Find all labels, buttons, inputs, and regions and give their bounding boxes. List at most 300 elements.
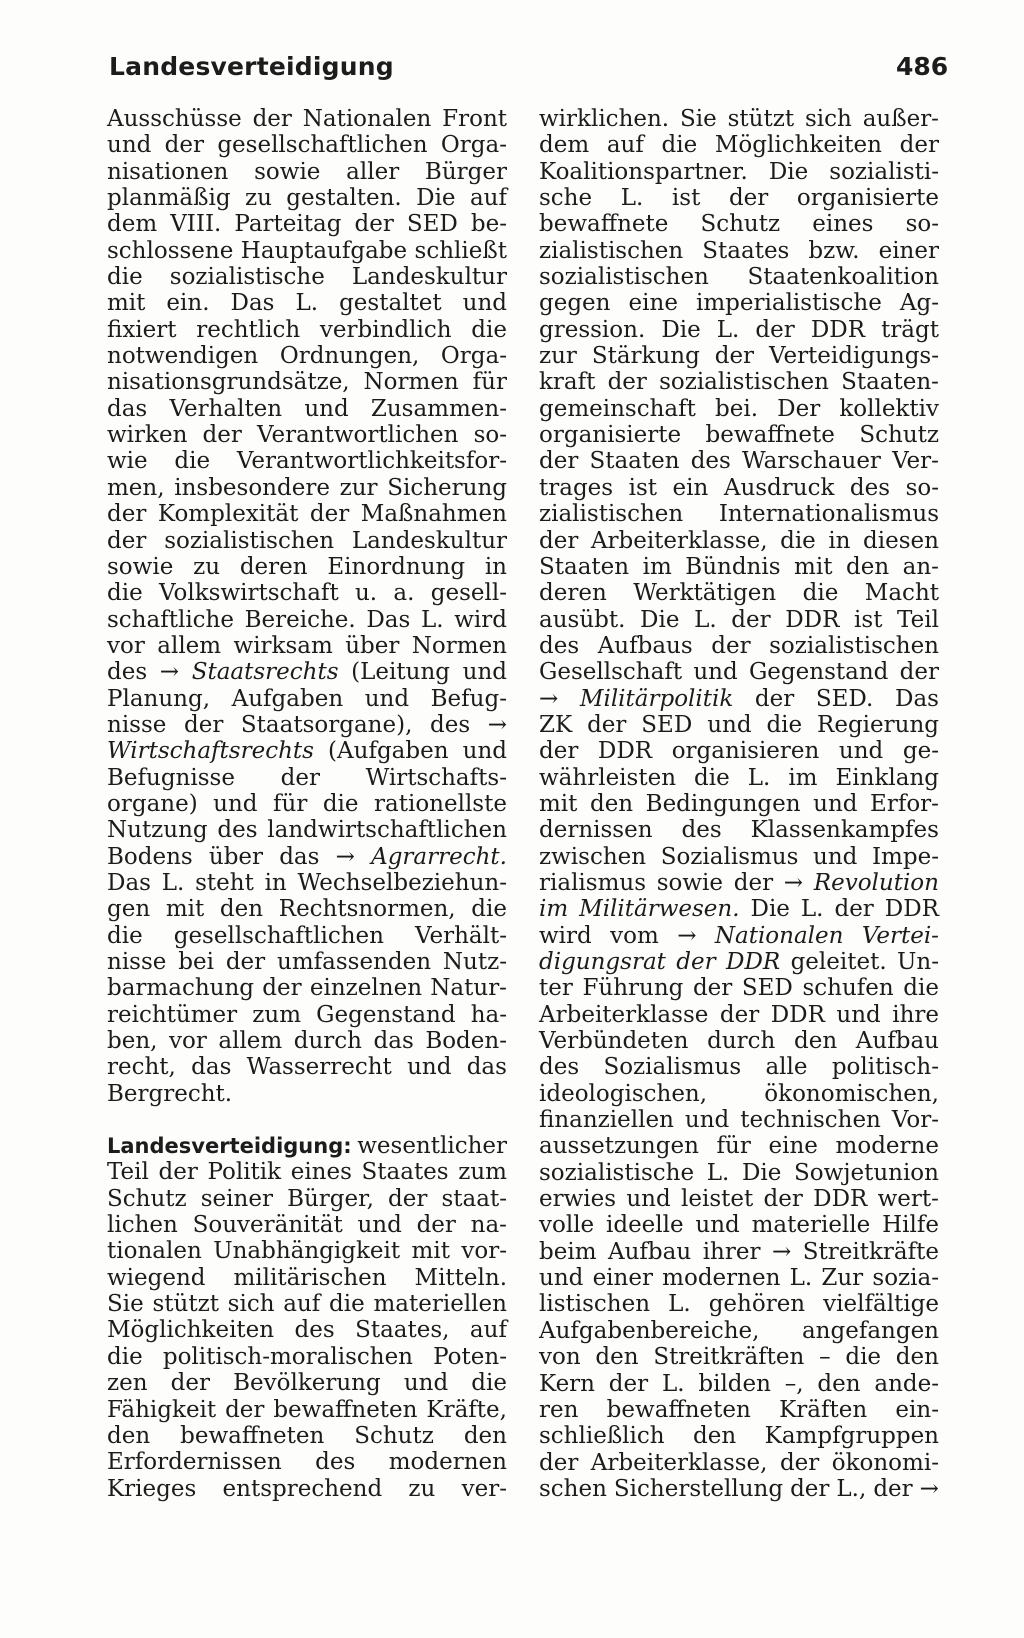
word: Schutz [107,1185,187,1212]
text-line [539,448,939,474]
word: Normen [363,369,459,396]
word: Vertei- [861,922,939,949]
word: durch [293,1028,362,1055]
word: Gegenstand [316,1001,456,1028]
word: Arbeiterklasse, [590,1449,768,1476]
word: und [813,790,858,817]
word: die [174,448,211,475]
word: zwischen [539,843,647,870]
word: zialistischen [539,237,684,264]
word: der [539,1449,579,1476]
word: rialismus [539,869,647,896]
text-line [539,1160,939,1186]
word: wirken [107,422,188,449]
word: des [539,632,580,659]
text-line [107,949,507,975]
text-line [107,686,507,712]
word: den [817,1370,861,1397]
text-line [539,817,939,843]
word: der [107,527,147,554]
text-line [107,738,507,764]
word: L. [694,606,717,633]
word: Sie [107,1291,144,1318]
text-line [107,659,507,685]
word: Aufbau [855,1028,939,1055]
word: Maßnahmen [360,501,507,528]
word: gestalten. [286,185,402,212]
word: sozialistischen [164,527,335,554]
text-line [539,633,939,659]
word: ist [854,606,883,633]
word: gesellschaftlichen [173,922,384,949]
text-line [539,1344,939,1370]
word: und [403,1370,449,1397]
word: Befug- [430,685,507,712]
text-line [539,1291,939,1317]
word: Die [416,185,456,212]
word: → [335,843,355,870]
word: ideelle [605,1212,684,1239]
word: rationellste [374,790,507,817]
word: stützt [727,106,795,132]
word: Landeskultur [351,264,507,291]
word: auf [469,1317,507,1344]
text-line [539,765,939,791]
word: Das [366,606,411,633]
word: währleisten [539,764,677,791]
word: Wasserrecht [246,1054,392,1081]
word: Gegenstand [748,659,889,686]
word: Bergrecht. [107,1080,233,1107]
word: ande- [874,1370,939,1397]
word: gression. [539,316,646,343]
word: so- [905,211,939,238]
word: bewaffnete [539,211,669,238]
word: reichtümer [107,1001,238,1028]
text-line [539,369,939,395]
word: Staatsrechts [191,659,339,686]
word: umfassenden [277,949,432,975]
text-line [107,501,507,527]
word: vor [169,1028,207,1055]
word: über [208,843,264,870]
word: für [472,369,507,396]
word: dem [539,132,590,159]
text-line [107,580,507,606]
word: Bedingungen [645,790,801,817]
word: Staatenkoalition [747,264,939,291]
word: Streitkräften [653,1344,805,1371]
word: gemeinschaft [539,395,696,422]
word: Sicherstellung [613,1475,784,1502]
word: Verantwortlichen [256,422,459,449]
word: das [279,843,320,870]
word: organe) [107,790,198,817]
word: Ausschüsse [107,106,242,132]
word: Möglichkeiten [107,1317,275,1344]
text-line [107,1133,507,1159]
word: schließt [414,237,507,264]
word: sozialistischen [539,264,709,291]
word: deren [539,580,607,607]
word: der [202,422,242,449]
word: SED [741,975,793,1002]
word: Aufgabenbereiche, [539,1317,760,1344]
word: – [819,1344,831,1371]
word: der [252,106,292,132]
word: entsprechend [222,1475,383,1502]
word: (Leitung [351,659,450,686]
word: SED [641,711,693,738]
word: aller [346,158,400,185]
word: finanziellen [539,1107,674,1134]
word: ha- [470,1001,507,1028]
text-line [107,607,507,633]
word: L. [161,869,185,896]
word: die [322,790,359,817]
word: Warschauer [741,448,881,475]
word: einer [592,1265,653,1292]
word: so- [473,422,507,449]
word: die [107,922,143,949]
word: sozia- [872,1265,939,1292]
word: und [462,738,507,765]
word: zu [193,553,221,580]
word: die [107,264,143,291]
word: und [539,1265,584,1292]
word: steht [195,869,254,896]
word: L. [789,1265,813,1292]
word: L. [747,764,771,791]
word: Schutz [354,1422,434,1449]
text-line [107,396,507,422]
word: Militärwesen. [579,896,740,923]
word: → [783,869,804,896]
word: der [755,316,795,343]
word: Bodens [107,843,193,870]
text-line [539,1186,939,1212]
word: Die [640,606,680,633]
word: Schutz [859,422,939,449]
text-line [539,791,939,817]
word: der [899,659,939,686]
word: der [790,1475,830,1502]
word: angefangen [801,1317,939,1344]
word: wirklichen. [539,106,670,132]
word: na- [470,1212,507,1239]
word: Wirtschaftsrechts [107,738,314,765]
word: technischen [740,1107,881,1134]
word: Staaten [539,553,630,580]
word: ausübt. [539,606,626,633]
word: VIII. [170,211,222,238]
word: ökonomi- [831,1449,939,1476]
text-line [539,607,939,633]
text-line [107,369,507,395]
word: und [213,790,258,817]
text-line [539,132,939,158]
word: → [487,711,507,738]
word: Staates, [355,1317,450,1344]
word: Landeskultur [351,527,507,554]
word: die [107,1343,143,1370]
word: auf [606,132,644,159]
word: Nutz- [442,949,507,975]
word: zialistischen [539,501,684,528]
text-line [107,1291,507,1317]
word: L. [620,185,644,212]
word: Sozialismus [603,1054,742,1081]
word: außer- [862,106,939,132]
word: mit [539,790,578,817]
word: L. [661,1370,685,1397]
text-line [107,1212,507,1238]
word: ver- [461,1475,507,1502]
text-line [539,159,939,185]
word: von [539,1344,581,1371]
word: der [587,711,627,738]
word: Stärkung [591,343,700,370]
text-line [107,317,507,343]
word: geleitet. [790,949,887,975]
word: rechtlich [196,316,301,343]
text-line [107,448,507,474]
word: den [895,1344,939,1371]
word: bilden [698,1370,771,1397]
word: und [462,659,507,686]
word: den [845,553,890,580]
word: Normen [411,632,507,659]
word: notwendigen [107,343,259,370]
text-line [107,159,507,185]
word: den [219,896,264,923]
word: bewaffnete [705,422,835,449]
word: und [695,1212,740,1239]
word: sche [539,185,593,212]
word: tionalen [107,1238,202,1265]
word: bewaffneten [180,1422,325,1449]
text-line [107,1423,507,1449]
word: verbindlich [319,316,452,343]
word: und [364,685,410,712]
word: Verteidigungs- [768,343,939,370]
word: vor [107,632,145,659]
word: zur [539,343,577,370]
word: zen [107,1370,148,1397]
word: Bürger, [287,1185,374,1212]
word: → [771,1238,792,1265]
text-line [107,765,507,791]
word: L. [706,1159,730,1186]
word: und [462,290,507,317]
word: listischen [539,1291,651,1318]
word: wert- [877,1186,939,1213]
word: im [788,764,818,791]
word: trägt [881,316,939,343]
word: organisierte [539,422,682,449]
word: erwies [539,1186,617,1213]
word: gesell- [430,580,507,607]
word: mit [165,896,205,923]
text-line [107,817,507,843]
word: planmäßig [107,185,231,212]
word: imperialistische [696,290,882,317]
word: materiellen [373,1291,507,1318]
word: Ag- [899,290,939,317]
word: die [780,527,816,554]
word: mit [411,1238,450,1265]
word: Aufgaben [231,685,344,712]
word: schaftliche [107,606,234,633]
word: be- [470,211,507,238]
word: schufen [802,975,894,1002]
text-line [539,1239,939,1265]
word: der [183,711,224,738]
text-line [107,791,507,817]
word: der [107,501,147,528]
word: und [836,1001,881,1028]
word: der [754,685,795,712]
word: der [763,1186,803,1213]
word: und [813,843,858,870]
word: im [539,896,569,923]
word: materielle [751,1212,871,1239]
text-line [107,712,507,738]
text-line [107,975,507,1001]
word: Poten- [433,1343,507,1370]
word: der [416,1212,456,1239]
word: ren [539,1396,579,1423]
word: Staates [702,237,790,264]
word: den [463,1422,507,1449]
word: der [225,1396,265,1423]
word: die [903,975,939,1002]
word: Klassenkampfes [750,817,939,844]
word: des [107,659,148,686]
word: barmachung [107,975,254,1002]
word: u. [354,580,378,607]
word: die [329,1291,365,1318]
running-head: Landesverteidigung [109,52,394,81]
right-text-column [539,106,939,1502]
word: zu [244,185,272,212]
word: organisieren [671,738,820,765]
text-line [539,475,939,501]
word: Das [895,685,939,712]
word: Wechselbeziehun- [297,869,507,896]
text-line [107,528,507,554]
word: Krieges [107,1475,197,1502]
word: gegen [539,290,611,317]
word: des [315,1449,356,1476]
word: modernen [662,1265,781,1292]
word: Wirtschafts- [365,764,507,791]
text-line [107,1449,507,1475]
word: Erfor- [870,790,939,817]
word: und [684,1107,730,1134]
word: zu [408,1475,436,1502]
text-line [539,580,939,606]
text-line [107,554,507,580]
word: in [484,553,507,580]
text-line [539,712,939,738]
word: sowie [656,869,724,896]
text-line [539,290,939,316]
word: die [802,580,839,607]
word: dem [107,211,158,238]
text-line [539,1107,939,1133]
word: DDR [785,606,840,633]
word: fixiert [107,316,177,343]
word: Staaten [589,448,680,475]
word: SED. [815,685,874,712]
word: → [159,659,180,686]
text-line [539,343,939,369]
text-line [539,1476,939,1502]
word: dernissen [539,817,653,844]
word: ihrer [702,1238,761,1265]
word: insbesondere [174,474,330,501]
word: Sie [680,106,717,132]
word: ge- [902,738,939,765]
word: Das [230,290,275,317]
word: Führung [582,975,684,1002]
word: nisationsgrundsätze, [107,369,350,396]
word: Impe- [871,843,939,870]
word: DDR [810,316,866,343]
word: der [834,896,874,923]
word: Macht [864,580,939,607]
word: DDR [770,1001,825,1028]
text-line [539,870,939,896]
word: Teil [897,606,939,633]
word: ist [671,185,701,212]
word: Nationalen [302,106,432,132]
word: Orga- [440,343,507,370]
word: des [690,448,731,475]
word: Boden- [425,1028,507,1055]
word: und [693,659,738,686]
word: der [731,606,771,633]
word: bewaffneten [606,1396,751,1423]
word: digungsrat [539,949,666,975]
word: in [264,869,287,896]
word: Die [741,1159,782,1186]
text-line [107,923,507,949]
word: Bevölkerung [233,1370,381,1397]
text-line [539,1002,939,1028]
word: der [873,1475,913,1502]
word: wirksam [233,632,333,659]
word: ist [628,474,658,501]
word: ideologischen, [539,1080,708,1107]
word: allem [157,632,222,659]
word: Komplexität [157,501,299,528]
word: wie [107,448,148,475]
word: Landesverteidigung: [107,1134,352,1159]
text-line [539,317,939,343]
text-line [539,528,939,554]
word: wird [539,922,592,949]
word: L. [420,606,444,633]
word: Kern [539,1370,595,1397]
word: –, [784,1370,804,1397]
word: Regierung [817,711,939,738]
word: den [595,1344,639,1371]
word: sozialistische [169,264,325,291]
word: der [164,132,205,159]
word: sozialisti- [829,158,939,185]
